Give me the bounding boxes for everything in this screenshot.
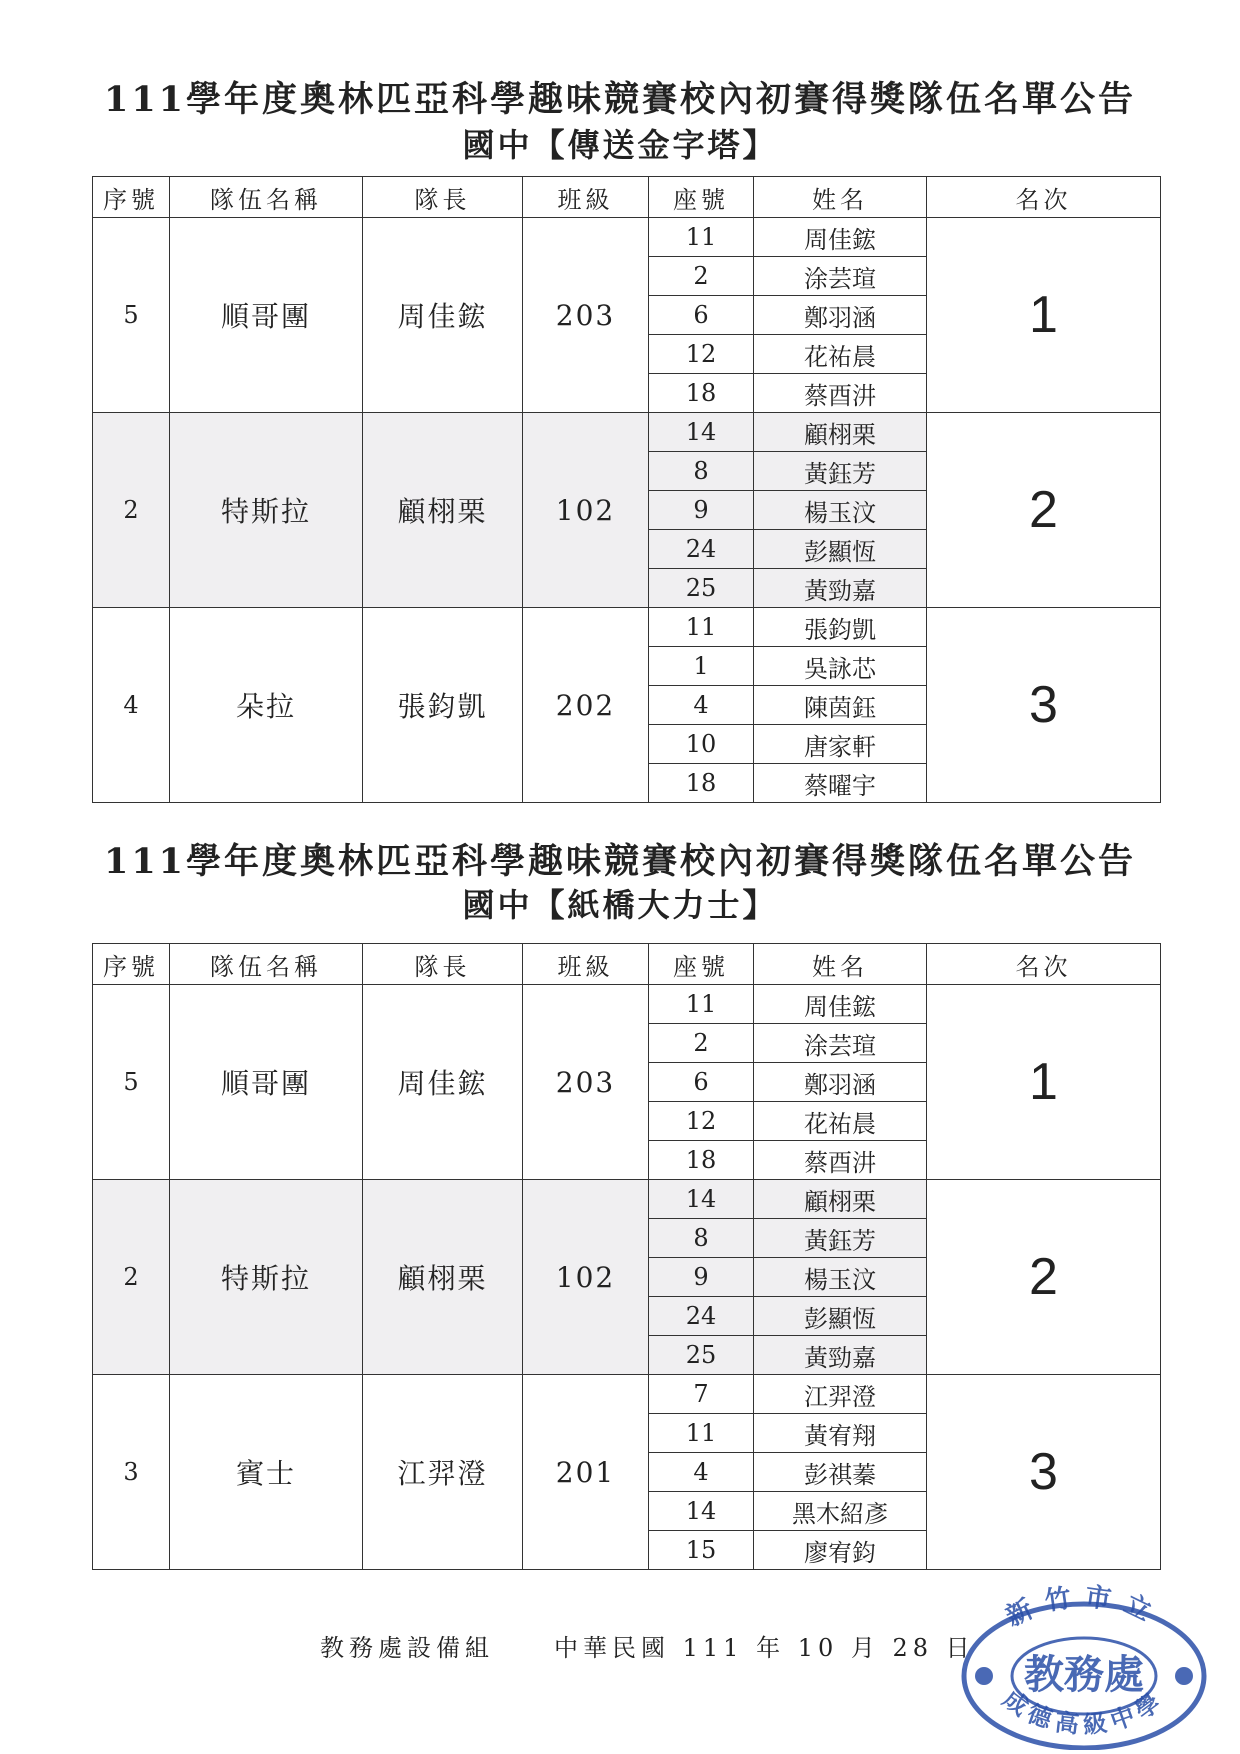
member-seat: 14	[649, 1492, 754, 1531]
seal-center-text: 教務處	[1024, 1651, 1144, 1698]
member-seat: 12	[649, 1102, 754, 1141]
team-group	[93, 1180, 1161, 1375]
member-seat: 24	[649, 1297, 754, 1336]
team-rank: 3	[927, 1375, 1161, 1570]
team-class: 203	[523, 985, 649, 1180]
member-seat: 10	[649, 725, 754, 764]
svg-text:新竹市立	[1001, 1582, 1166, 1633]
column-header: 名次	[927, 944, 1161, 985]
team-rank: 3	[927, 608, 1161, 803]
member-name: 楊玉汶	[754, 1258, 927, 1297]
member-seat: 14	[649, 413, 754, 452]
member-name: 彭顯恆	[754, 1297, 927, 1336]
member-seat: 18	[649, 1141, 754, 1180]
column-header: 姓名	[754, 944, 927, 985]
team-class: 203	[523, 218, 649, 413]
member-name: 花祐晨	[754, 1102, 927, 1141]
member-seat: 9	[649, 1258, 754, 1297]
member-name: 黃勁嘉	[754, 569, 927, 608]
table-row	[93, 413, 1161, 452]
table-row	[93, 1375, 1161, 1414]
table-row	[93, 1180, 1161, 1219]
member-name: 蔡酉汫	[754, 374, 927, 413]
column-header: 班級	[523, 177, 649, 218]
member-name: 涂芸瑄	[754, 257, 927, 296]
column-header: 隊長	[363, 944, 523, 985]
member-name: 鄭羽涵	[754, 296, 927, 335]
team-group	[93, 218, 1161, 413]
member-name: 鄭羽涵	[754, 1063, 927, 1102]
team-number: 2	[93, 413, 170, 608]
team-name: 順哥團	[170, 985, 363, 1180]
member-name: 黑木紹彥	[754, 1492, 927, 1531]
member-seat: 11	[649, 985, 754, 1024]
member-seat: 6	[649, 1063, 754, 1102]
team-rank: 1	[927, 218, 1161, 413]
team-group	[93, 985, 1161, 1180]
team-number: 3	[93, 1375, 170, 1570]
award-table-1	[92, 176, 1161, 803]
member-name: 花祐晨	[754, 335, 927, 374]
section-1-title: 111學年度奧林匹亞科學趣味競賽校內初賽得獎隊伍名單公告	[103, 79, 1137, 120]
table-row	[93, 985, 1161, 1024]
member-seat: 11	[649, 608, 754, 647]
member-name: 黃鈺芳	[754, 1219, 927, 1258]
team-class: 102	[523, 413, 649, 608]
seal-bottom-text: 成德高級中學	[997, 1683, 1171, 1740]
member-seat: 7	[649, 1375, 754, 1414]
column-header: 序號	[93, 944, 170, 985]
member-name: 蔡酉汫	[754, 1141, 927, 1180]
table-row	[93, 218, 1161, 257]
member-seat: 14	[649, 1180, 754, 1219]
member-name: 顧栩栗	[754, 1180, 927, 1219]
team-name: 特斯拉	[170, 413, 363, 608]
member-name: 彭祺蓁	[754, 1453, 927, 1492]
member-seat: 11	[649, 1414, 754, 1453]
header-row	[93, 944, 1161, 985]
member-seat: 4	[649, 1453, 754, 1492]
team-group	[93, 413, 1161, 608]
member-seat: 12	[649, 335, 754, 374]
footer-office: 教務處設備組	[320, 1634, 494, 1662]
team-rank: 2	[927, 413, 1161, 608]
member-seat: 24	[649, 530, 754, 569]
member-seat: 8	[649, 1219, 754, 1258]
team-number: 5	[93, 985, 170, 1180]
member-name: 楊玉汶	[754, 491, 927, 530]
column-header: 座號	[649, 944, 754, 985]
member-name: 唐家軒	[754, 725, 927, 764]
member-name: 陳茵鈺	[754, 686, 927, 725]
member-name: 吳詠芯	[754, 647, 927, 686]
member-name: 黃勁嘉	[754, 1336, 927, 1375]
section-1-subtitle: 國中【傳送金字塔】	[462, 126, 778, 164]
team-captain: 周佳鋐	[363, 218, 523, 413]
member-seat: 18	[649, 374, 754, 413]
member-name: 廖宥鈞	[754, 1531, 927, 1570]
column-header: 隊伍名稱	[170, 177, 363, 218]
footer-date: 中華民國 111 年 10 月 28 日	[554, 1634, 975, 1662]
official-seal	[956, 1580, 1211, 1750]
member-name: 張鈞凱	[754, 608, 927, 647]
footer	[320, 1628, 975, 1663]
team-class: 102	[523, 1180, 649, 1375]
team-number: 5	[93, 218, 170, 413]
team-name: 順哥團	[170, 218, 363, 413]
column-header: 名次	[927, 177, 1161, 218]
team-rank: 2	[927, 1180, 1161, 1375]
team-captain: 顧栩栗	[363, 413, 523, 608]
team-name: 朵拉	[170, 608, 363, 803]
table-row	[93, 608, 1161, 647]
column-header: 座號	[649, 177, 754, 218]
team-name: 賓士	[170, 1375, 363, 1570]
member-seat: 25	[649, 1336, 754, 1375]
section-2-title: 111學年度奧林匹亞科學趣味競賽校內初賽得獎隊伍名單公告	[103, 841, 1137, 882]
column-header: 序號	[93, 177, 170, 218]
column-header: 隊伍名稱	[170, 944, 363, 985]
team-number: 2	[93, 1180, 170, 1375]
member-seat: 25	[649, 569, 754, 608]
section-2-subtitle: 國中【紙橋大力士】	[462, 886, 778, 924]
team-captain: 周佳鋐	[363, 985, 523, 1180]
team-name: 特斯拉	[170, 1180, 363, 1375]
member-seat: 11	[649, 218, 754, 257]
member-name: 蔡曜宇	[754, 764, 927, 803]
team-captain: 江羿澄	[363, 1375, 523, 1570]
team-rank: 1	[927, 985, 1161, 1180]
member-seat: 2	[649, 257, 754, 296]
column-header: 班級	[523, 944, 649, 985]
column-header: 姓名	[754, 177, 927, 218]
seal-top-text: 新竹市立	[1001, 1581, 1167, 1633]
member-seat: 15	[649, 1531, 754, 1570]
member-seat: 4	[649, 686, 754, 725]
member-name: 黃宥翔	[754, 1414, 927, 1453]
member-name: 涂芸瑄	[754, 1024, 927, 1063]
team-captain: 張鈞凱	[363, 608, 523, 803]
member-name: 彭顯恆	[754, 530, 927, 569]
header-row	[93, 177, 1161, 218]
member-name: 周佳鋐	[754, 985, 927, 1024]
member-seat: 2	[649, 1024, 754, 1063]
member-seat: 6	[649, 296, 754, 335]
team-class: 202	[523, 608, 649, 803]
column-header: 隊長	[363, 177, 523, 218]
award-table-2	[92, 943, 1161, 1570]
member-name: 江羿澄	[754, 1375, 927, 1414]
member-name: 周佳鋐	[754, 218, 927, 257]
member-seat: 18	[649, 764, 754, 803]
team-group	[93, 1375, 1161, 1570]
member-seat: 9	[649, 491, 754, 530]
member-name: 顧栩栗	[754, 413, 927, 452]
team-captain: 顧栩栗	[363, 1180, 523, 1375]
member-seat: 8	[649, 452, 754, 491]
team-group	[93, 608, 1161, 803]
member-name: 黃鈺芳	[754, 452, 927, 491]
team-class: 201	[523, 1375, 649, 1570]
member-seat: 1	[649, 647, 754, 686]
team-number: 4	[93, 608, 170, 803]
